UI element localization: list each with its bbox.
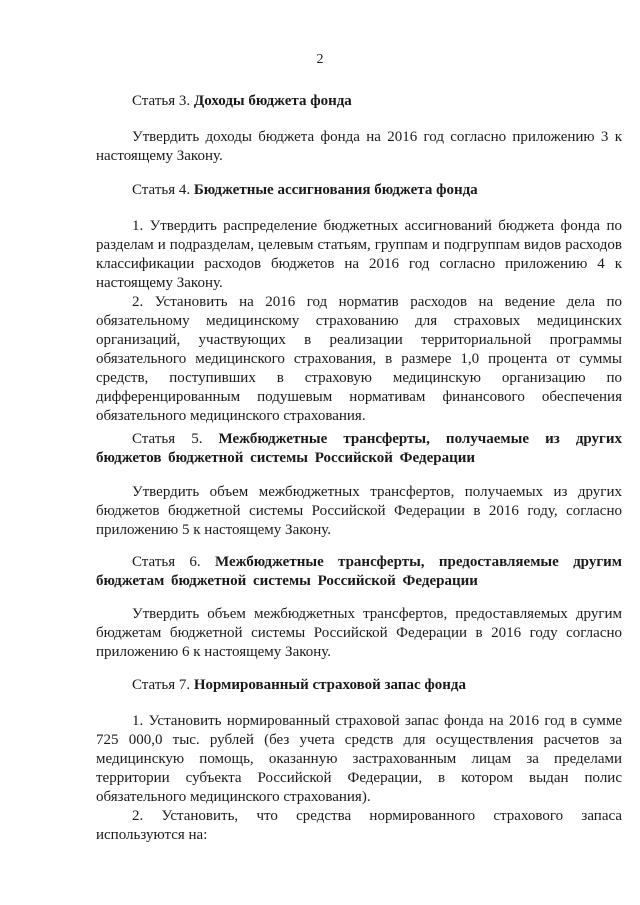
article-4-heading	[96, 181, 622, 200]
article-7-paragraph-1: 1. Установить нормированный страховой запас фонда на 2016 год в сумме 725 000,0 тыс. рублей (без учета средств для осуществления расчетов за медицинскую помощь, оказанную застрахованным лицам за пределами территории субъекта Российской Федерации, в котором выдан полис обязательного медицинского страхования).	[96, 713, 622, 805]
article-4-label: Статья 4.	[132, 182, 191, 198]
article-4-paragraph-1: 1. Утвердить распределение бюджетных ассигнований бюджета фонда по разделам и подразделам, целевым статьям, группам и подгруппам видов расходов классификации расходов бюджетов на 2016 год согласно приложению 4 к настоящему Закону.	[96, 218, 622, 291]
article-3-label: Статья 3.	[132, 93, 191, 109]
article-5-label: Статья 5.	[132, 431, 203, 447]
article-7-label: Статья 7.	[132, 677, 191, 693]
article-7-body	[96, 712, 622, 845]
article-5-heading	[96, 430, 622, 468]
article-7-title: Нормированный страховой запас фонда	[193, 677, 466, 693]
article-7-paragraph-2: 2. Установить, что средства нормированного страхового запаса используются на:	[96, 808, 622, 843]
article-6-heading	[96, 553, 622, 591]
article-3-text: Утвердить доходы бюджета фонда на 2016 год согласно приложению 3 к настоящему Закону.	[96, 129, 622, 164]
article-6-text: Утвердить объем межбюджетных трансфертов, предоставляемых другим бюджетам бюджетной системы Российской Федерации в 2016 году согласно приложению 6 к настоящему Закону.	[96, 606, 622, 660]
article-5-title: Межбюджетные трансферты, получаемые из других бюджетов бюджетной системы Российской Федерации	[96, 431, 623, 466]
article-6-label: Статья 6.	[132, 554, 201, 570]
article-4-title: Бюджетные ассигнования бюджета фонда	[193, 182, 478, 198]
article-3-title: Доходы бюджета фонда	[193, 93, 352, 109]
article-3-heading	[96, 92, 622, 111]
article-7-heading	[96, 676, 622, 695]
article-6-title: Межбюджетные трансферты, предоставляемые другим бюджетам бюджетной системы Российской Федерации	[96, 554, 622, 589]
article-4-body	[96, 217, 622, 426]
article-4-paragraph-2: 2. Установить на 2016 год норматив расходов на ведение дела по обязательному медицинскому страхованию для страховых медицинских организаций, участвующих в реализации территориальной программы обязательного медицинского страхования, в размере 1,0 процента от суммы средств, поступивших в страховую медицинскую организацию по дифференцированным подушевым нормативам финансового обеспечения обязательного медицинского страхования.	[96, 294, 622, 424]
article-5-text: Утвердить объем межбюджетных трансфертов, получаемых из других бюджетов бюджетной системы Российской Федерации в 2016 году, согласно приложению 5 к настоящему Закону.	[96, 484, 622, 538]
article-3-body	[96, 128, 622, 166]
page-number: 2	[316, 52, 324, 67]
article-6-body	[96, 605, 622, 662]
article-5-body	[96, 483, 622, 540]
